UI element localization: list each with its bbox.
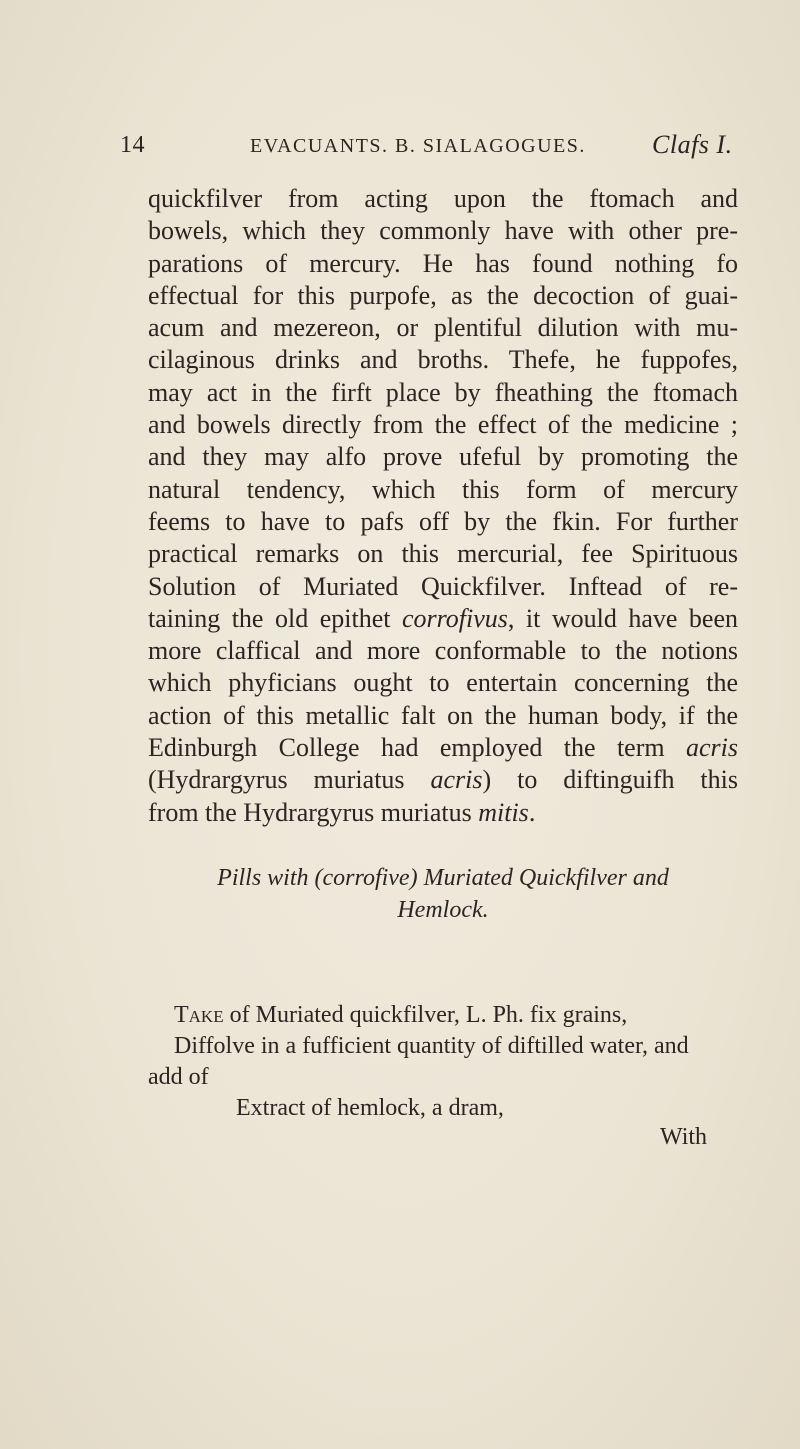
take-word: Take	[174, 1002, 224, 1028]
recipe-line-text: of Muriated quickfilver, L. Ph. fix grains,	[223, 1002, 628, 1028]
page-header	[0, 132, 800, 172]
recipe-body	[148, 1000, 748, 1124]
text-line: Edinburgh College had employed the term acris	[148, 733, 738, 763]
text-line: acum and mezereon, or plentiful dilution with mu-	[148, 313, 738, 343]
recipe-heading-line: Pills with (corrofive) Muriated Quickfilver and	[217, 865, 669, 891]
text-line: which phyficians ought to entertain concerning the	[148, 668, 738, 698]
text-line: and bowels directly from the effect of the medicine ;	[148, 410, 738, 440]
text-line: more claffical and more conformable to the notions	[148, 636, 738, 666]
recipe-heading	[148, 862, 738, 926]
body-paragraph	[148, 183, 738, 829]
text-line: Solution of Muriated Quickfilver. Inftead of re-	[148, 571, 738, 601]
recipe-line: Diffolve in a fufficient quantity of diftilled water, and	[174, 1033, 689, 1059]
text-line: bowels, which they commonly have with other pre-	[148, 216, 738, 246]
text-line: cilaginous drinks and broths. Thefe, he fuppofes,	[148, 345, 738, 375]
recipe-heading-line: Hemlock.	[397, 897, 489, 923]
recipe-line: Extract of hemlock, a dram,	[236, 1095, 504, 1121]
text-line: parations of mercury. He has found nothing fo	[148, 248, 738, 278]
catchword: With	[660, 1124, 708, 1150]
text-line: effectual for this purpofe, as the decoction of guai-	[148, 280, 738, 310]
text-line: may act in the firft place by fheathing the ftomach	[148, 377, 738, 407]
text-line: quickfilver from acting upon the ftomach and	[148, 184, 738, 213]
page-number: 14	[120, 132, 145, 158]
text-line: taining the old epithet corrofivus, it would have been	[148, 603, 739, 633]
recipe-line	[148, 1000, 748, 1031]
recipe-line: add of	[148, 1064, 209, 1090]
text-line: (Hydrargyrus muriatus acris) to diftinguifh this	[148, 765, 738, 795]
text-line: from the Hydrargyrus muriatus mitis.	[148, 797, 536, 827]
running-head: EVACUANTS. B. SIALAGOGUES.	[250, 135, 586, 157]
text-line: feems to have to pafs off by the fkin. For further	[148, 506, 738, 536]
text-line: action of this metallic falt on the human body, if the	[148, 700, 738, 730]
text-line: natural tendency, which this form of mercury	[148, 474, 738, 504]
text-line: and they may alfo prove ufeful by promoting the	[148, 442, 738, 472]
text-line: practical remarks on this mercurial, fee Spirituous	[148, 539, 738, 569]
section-label: Clafs I.	[652, 130, 733, 159]
